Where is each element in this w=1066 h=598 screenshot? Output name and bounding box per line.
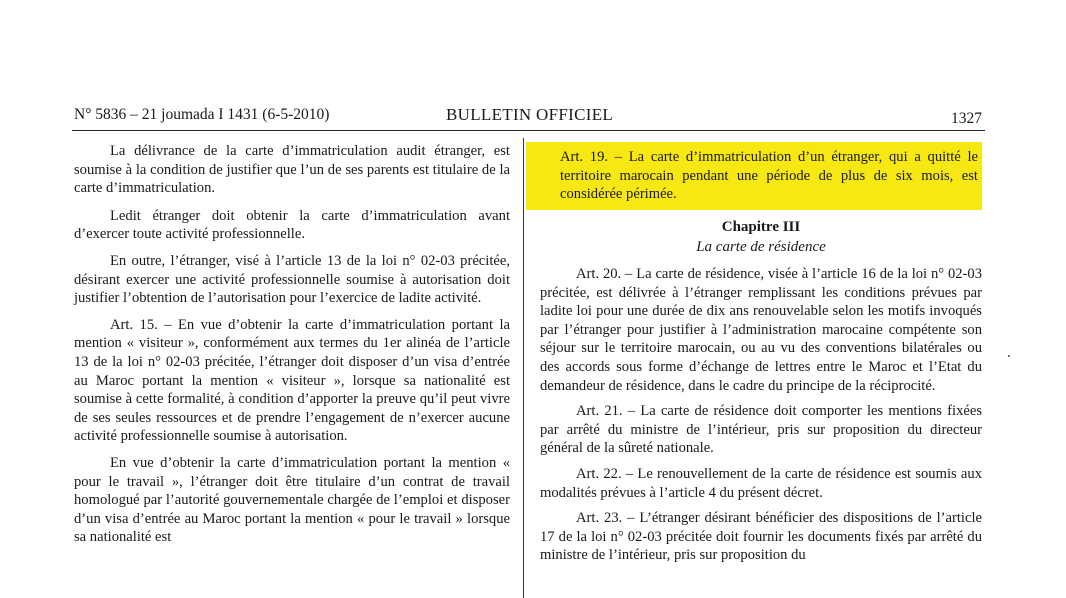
highlighted-article-19: Art. 19. – La carte d’immatriculation d’un étranger, qui a quitté le territoire marocain pendant une période de plus de six mois, est considérée périmée.: [526, 142, 982, 210]
page-header: [74, 104, 984, 126]
scan-speck: [1008, 355, 1010, 357]
right-column: [540, 142, 982, 572]
article-23-paragraph: Art. 23. – L’étranger désirant bénéficier des dispositions de l’article 17 de la loi n° 02-03 précitée doit fournir les documents fixés par arrêté du ministre de l’intérieur, pris sur proposition du: [540, 510, 982, 564]
left-paragraph: En vue d’obtenir la carte d’immatriculation portant la mention « pour le travail », l’étranger doit être titulaire d’un contrat de travail homologué par l’autorité gouvernementale chargée de l’emploi et disposer d’un visa d’entrée au Maroc portant la mention « pour le travail » lorsque sa nationalité est: [74, 454, 510, 546]
left-paragraph: La délivrance de la carte d’immatriculation audit étranger, est soumise à la condition de justifier que l’un de ses parents est titulaire de la carte d’immatriculation.: [74, 143, 510, 197]
left-column: [74, 142, 510, 555]
header-rule: [72, 130, 985, 131]
article-20-paragraph: Art. 20. – La carte de résidence, visée à l’article 16 de la loi n° 02-03 précitée, est délivrée à l’étranger remplissant les conditions prévues par ladite loi pour une durée de dix ans renouvelable selon les motifs invoqués par l’étranger pour justifier à l’administration marocaine compétente son séjour sur le territoire marocain, ou au vu des conventions bilatérales ou des accords sous forme d’échange de lettres entre le Maroc et l’Etat du demandeur de résidence, dans le cadre du principe de la réciprocité.: [540, 265, 982, 394]
page-number: 1327: [951, 110, 982, 127]
chapter-title: Chapitre III: [721, 218, 801, 235]
left-paragraph: En outre, l’étranger, visé à l’article 13 de la loi n° 02-03 précitée, désirant exercer une activité professionnelle soumise à autorisation doit justifier l’obtention de l’autorisation pour l’exercice de ladite activité.: [74, 252, 510, 307]
chapter-subtitle: La carte de résidence: [696, 239, 826, 256]
left-paragraph: Ledit étranger doit obtenir la carte d’immatriculation avant d’exercer toute activité professionnelle.: [74, 207, 510, 243]
article-22-paragraph: Art. 22. – Le renouvellement de la carte de résidence est soumis aux modalités prévues à l’article 4 du présent décret.: [540, 465, 982, 501]
article-15-paragraph: Art. 15. – En vue d’obtenir la carte d’immatriculation portant la mention « visiteur », conformément aux termes du 1er alinéa de l’article 13 de la loi n° 02-03 précitée, l’étranger doit disposer d’un visa d’entrée au Maroc portant la mention « visiteur », lorsque sa nationalité est soumise à cette formalité, à condition d’apporter la preuve qu’il peut vivre de ses seules ressources et de prendre l’engagement de n’exercer aucune activité professionnelle soumise à autorisation.: [74, 316, 510, 445]
article-21-paragraph: Art. 21. – La carte de résidence doit comporter les mentions fixées par arrêté du ministre de l’intérieur, pris sur proposition du directeur général de la sûreté nationale.: [540, 403, 982, 457]
publication-title: BULLETIN OFFICIEL: [446, 105, 614, 124]
column-divider: [523, 138, 524, 598]
issue-number: N° 5836 – 21 joumada I 1431 (6-5-2010): [74, 106, 330, 123]
